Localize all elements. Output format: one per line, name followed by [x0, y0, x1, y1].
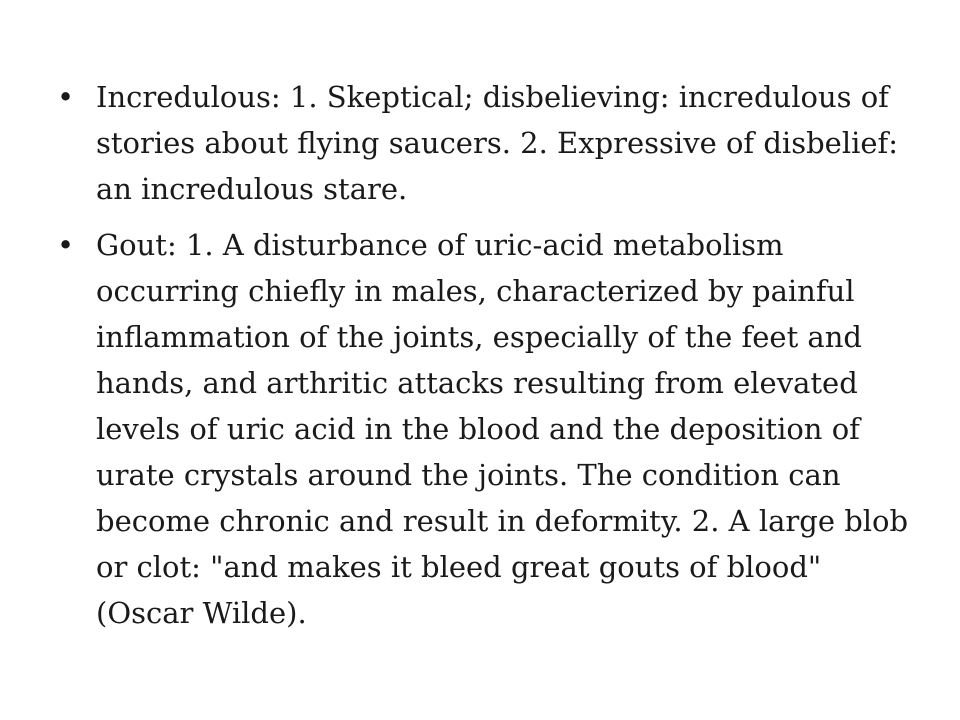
- bullet-icon: •: [57, 228, 75, 262]
- definition-list: [57, 74, 917, 646]
- definition-text: Incredulous: 1. Skeptical; disbelieving: incredulous of stories about flying saucers. 2. Expressive of disbelief: an incredulous stare.: [96, 80, 899, 206]
- bullet-icon: •: [57, 80, 75, 114]
- definition-text: Gout: 1. A disturbance of uric-acid metabolism occurring chiefly in males, characterized by painful inflammation of the joints, especially of the feet and hands, and arthritic attacks resulting from elevated levels of uric acid in the blood and the deposition of urate crystals around the joints. The condition can become chronic and result in deformity. 2. A large blob or clot: "and makes it bleed great gouts of blood" (Oscar Wilde).: [96, 228, 909, 630]
- definition-incredulous: [57, 74, 917, 212]
- definition-gout: [57, 222, 917, 636]
